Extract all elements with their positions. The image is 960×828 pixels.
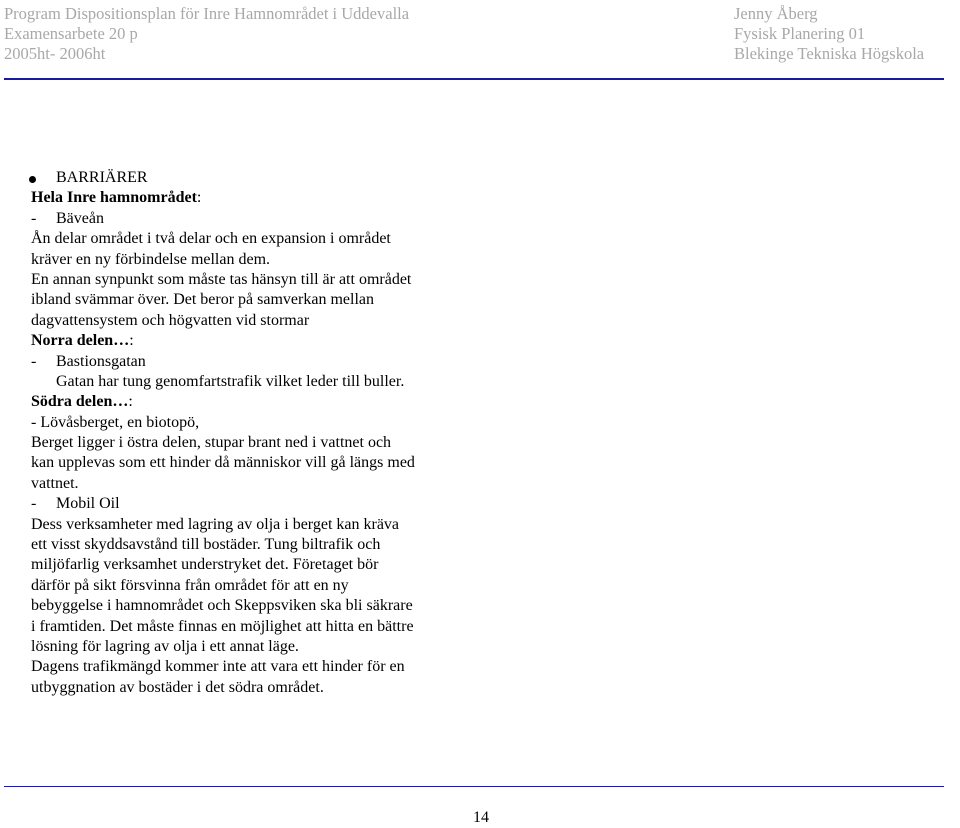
list-item-bastionsgatan bbox=[31, 352, 931, 372]
list-item-lovasberget: - Lövåsberget, en biotopö, bbox=[31, 413, 200, 431]
paragraph-line: ibland svämmar över. Det beror på samverkan mellan bbox=[31, 291, 374, 309]
norra-heading bbox=[31, 331, 931, 351]
sodra-heading bbox=[31, 392, 931, 412]
paragraph-line: lösning för lagring av olja i ett annat läge. bbox=[31, 637, 299, 655]
footer-rule bbox=[4, 786, 944, 787]
item-label: Mobil Oil bbox=[56, 495, 120, 513]
page-number bbox=[0, 808, 960, 828]
section-title: BARRIÄRER bbox=[56, 169, 148, 186]
norra-heading-bold: Norra delen… bbox=[31, 332, 130, 350]
item-label: Bastionsgatan bbox=[56, 352, 146, 370]
area-heading-suffix: : bbox=[196, 189, 202, 207]
page-header bbox=[0, 0, 960, 82]
header-course: Examensarbete 20 p bbox=[4, 24, 138, 43]
header-author: Jenny Åberg bbox=[734, 4, 818, 23]
header-term: 2005ht- 2006ht bbox=[4, 44, 106, 63]
bullet-icon bbox=[29, 176, 36, 183]
header-title: Program Dispositionsplan för Inre Hamnområdet i Uddevalla bbox=[4, 4, 410, 23]
document-body bbox=[31, 168, 931, 698]
paragraph-line: därför på sikt försvinna från området för att en ny bbox=[31, 576, 349, 594]
norra-heading-suffix: : bbox=[129, 332, 134, 350]
page-number-text: 14 bbox=[473, 809, 489, 826]
section-heading bbox=[31, 168, 931, 188]
paragraph-line: dagvattensystem och högvatten vid stormar bbox=[31, 311, 310, 329]
paragraph-line: En annan synpunkt som måste tas hänsyn till är att området bbox=[31, 270, 412, 288]
paragraph-line: kräver en ny förbindelse mellan dem. bbox=[31, 250, 271, 268]
paragraph-line: Berget ligger i östra delen, stupar brant ned i vattnet och bbox=[31, 434, 392, 452]
area-heading bbox=[31, 188, 931, 208]
paragraph-line: i framtiden. Det måste finnas en möjlighet att hitta en bättre bbox=[31, 617, 414, 635]
dash-marker: - bbox=[31, 209, 37, 227]
paragraph-line: kan upplevas som ett hinder då människor vill gå längs med bbox=[31, 454, 415, 472]
list-item-mobil-oil bbox=[31, 494, 931, 514]
paragraph-line: utbyggnation av bostäder i det södra området. bbox=[31, 678, 324, 696]
paragraph-line: Gatan har tung genomfartstrafik vilket leder till buller. bbox=[56, 372, 405, 390]
paragraph-line: miljöfarlig verksamhet understryket det. Företaget bör bbox=[31, 556, 379, 574]
paragraph-line: Dagens trafikmängd kommer inte att vara ett hinder för en bbox=[31, 658, 405, 676]
paragraph-line: vattnet. bbox=[31, 474, 79, 492]
area-heading-bold: Hela Inre hamnområdet bbox=[31, 189, 197, 207]
sodra-heading-suffix: : bbox=[128, 393, 133, 411]
paragraph-line: Dess verksamheter med lagring av olja i berget kan kräva bbox=[31, 515, 400, 533]
dash-marker: - bbox=[31, 495, 37, 513]
list-item-bavean bbox=[31, 209, 931, 229]
header-rule bbox=[4, 78, 944, 80]
paragraph-line: Ån delar området i två delar och en expansion i området bbox=[31, 230, 391, 248]
paragraph-line: ett visst skyddsavstånd till bostäder. Tung biltrafik och bbox=[31, 536, 381, 554]
header-program: Fysisk Planering 01 bbox=[734, 24, 866, 43]
paragraph-line: bebyggelse i hamnområdet och Skeppsviken ska bli säkrare bbox=[31, 597, 413, 615]
dash-marker: - bbox=[31, 352, 37, 370]
sodra-heading-bold: Södra delen… bbox=[31, 393, 129, 411]
item-label: Bäveån bbox=[56, 209, 104, 227]
header-school: Blekinge Tekniska Högskola bbox=[734, 44, 925, 63]
